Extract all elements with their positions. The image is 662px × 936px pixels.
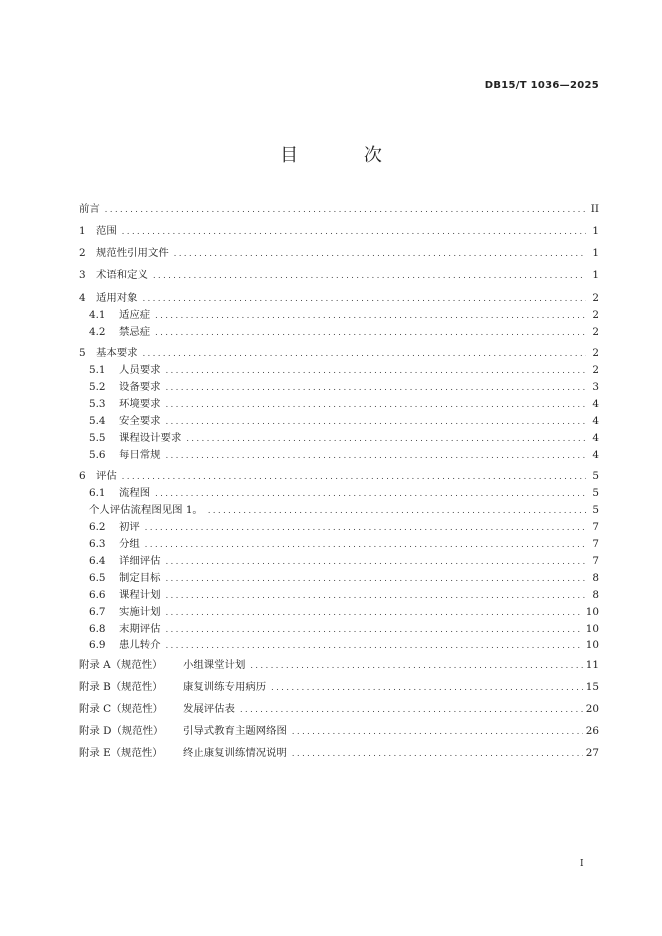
toc-entry-detailed-assessment[interactable]	[89, 552, 599, 568]
toc-entry-basic-requirements[interactable]	[79, 344, 599, 360]
dot-leader	[166, 591, 586, 600]
toc-entry-terms[interactable]	[79, 266, 599, 282]
toc-entry-page: 4	[592, 398, 599, 410]
toc-entry-label: 适应症	[119, 309, 151, 321]
appendix-tag: 附录 B（规范性）	[79, 681, 163, 693]
toc-entry-page: 4	[592, 432, 599, 444]
dot-leader	[122, 227, 586, 236]
toc-entry-page: 1	[592, 269, 599, 281]
toc-entry-page: 4	[592, 415, 599, 427]
toc-entry-number: 1	[79, 225, 86, 237]
dot-leader	[166, 383, 586, 392]
dot-leader	[292, 727, 583, 736]
toc-entry-label: 末期评估	[119, 623, 161, 635]
toc-entry-safety[interactable]	[89, 412, 599, 428]
dot-leader	[145, 523, 586, 532]
toc-entry-grouping[interactable]	[89, 535, 599, 551]
toc-entry-number: 6.4	[89, 555, 106, 567]
toc-entry-number: 5.1	[89, 364, 106, 376]
toc-entry-page: 4	[592, 449, 599, 461]
toc-entry-page: 5	[592, 470, 599, 482]
toc-entry-label: 范围	[96, 225, 117, 237]
toc-entry-number: 6.2	[89, 521, 106, 533]
dot-leader	[143, 294, 586, 303]
toc-entry-normative-references[interactable]	[79, 244, 599, 260]
toc-entry-flowchart[interactable]	[89, 484, 599, 500]
appendix-tag: 附录 E（规范性）	[79, 747, 163, 759]
toc-entry-set-goals[interactable]	[89, 569, 599, 585]
document-code: DB15/T 1036—2025	[484, 80, 599, 91]
dot-leader	[105, 205, 586, 214]
toc-entry-label: 分组	[119, 538, 140, 550]
toc-entry-page: 26	[585, 725, 599, 737]
toc-entry-label: 每日常规	[119, 449, 161, 461]
dot-leader	[250, 661, 582, 670]
toc-entry-page: II	[590, 203, 599, 215]
toc-entry-label: 评估	[96, 470, 117, 482]
toc-entry-label: 小组课堂计划	[183, 659, 246, 671]
toc-entry-number: 6.5	[89, 572, 106, 584]
toc-entry-label: 引导式教育主题网络图	[183, 725, 287, 737]
appendix-tag: 附录 C（规范性）	[79, 703, 163, 715]
toc-entry-appendix-b[interactable]	[79, 678, 599, 694]
toc-entry-number: 6.6	[89, 589, 106, 601]
toc-entry-contraindications[interactable]	[89, 323, 599, 339]
toc-entry-label: 实施计划	[119, 606, 161, 618]
appendix-tag: 附录 D（规范性）	[79, 725, 164, 737]
toc-entry-page: 7	[592, 538, 599, 550]
toc-entry-page: 5	[592, 504, 599, 516]
toc-entry-number: 3	[79, 269, 86, 281]
toc-entry-implementation[interactable]	[89, 603, 599, 619]
toc-entry-number: 6	[79, 470, 86, 482]
toc-entry-label: 康复训练专用病历	[183, 681, 267, 693]
toc-entry-page: 2	[592, 326, 599, 338]
appendix-tag: 附录 A（规范性）	[79, 659, 163, 671]
dot-leader	[155, 328, 586, 337]
toc-entry-page: 1	[592, 247, 599, 259]
toc-entry-number: 5.5	[89, 432, 106, 444]
toc-entry-number: 5.3	[89, 398, 106, 410]
toc-entry-page: 10	[585, 623, 599, 635]
toc-entry-label: 课程计划	[119, 589, 161, 601]
toc-entry-label: 发展评估表	[183, 703, 235, 715]
toc-entry-course-design[interactable]	[89, 429, 599, 445]
toc-entry-page: 8	[592, 589, 599, 601]
toc-entry-number: 4.1	[89, 309, 106, 321]
dot-leader	[166, 451, 586, 460]
toc-entry-initial-assessment[interactable]	[89, 518, 599, 534]
toc-entry-label: 流程图	[119, 487, 151, 499]
toc-entry-page: 8	[592, 572, 599, 584]
toc-entry-label: 患儿转介	[119, 639, 161, 651]
toc-entry-label: 终止康复训练情况说明	[183, 747, 287, 759]
toc-entry-page: 5	[592, 487, 599, 499]
toc-entry-page: 2	[592, 292, 599, 304]
toc-entry-page: 7	[592, 521, 599, 533]
dot-leader	[143, 349, 586, 358]
toc-entry-label: 制定目标	[119, 572, 161, 584]
toc-entry-page: 7	[592, 555, 599, 567]
toc-entry-applicable-subjects[interactable]	[79, 289, 599, 305]
toc-entry-page: 2	[592, 364, 599, 376]
dot-leader	[155, 489, 586, 498]
toc-entry-page: 10	[585, 639, 599, 651]
toc-entry-number: 6.7	[89, 606, 106, 618]
toc-entry-scope[interactable]	[79, 222, 599, 238]
toc-entry-referral[interactable]	[89, 636, 599, 652]
dot-leader	[240, 705, 583, 714]
toc-entry-page: 1	[592, 225, 599, 237]
toc-entry-label: 课程设计要求	[119, 432, 182, 444]
toc-entry-foreword[interactable]	[79, 200, 599, 216]
dot-leader	[145, 540, 586, 549]
dot-leader	[166, 366, 586, 375]
toc-entry-label: 规范性引用文件	[96, 247, 169, 259]
dot-leader	[155, 311, 586, 320]
dot-leader	[208, 506, 586, 515]
toc-entry-page: 11	[585, 659, 599, 671]
toc-entry-page: 15	[585, 681, 599, 693]
toc-entry-label: 安全要求	[119, 415, 161, 427]
toc-entry-final-assessment[interactable]	[89, 620, 599, 636]
toc-entry-label: 前言	[79, 203, 100, 215]
dot-leader	[174, 249, 586, 258]
toc-entry-page: 20	[585, 703, 599, 715]
toc-entry-page: 27	[585, 747, 599, 759]
toc-title: 目 次	[280, 145, 412, 166]
toc-entry-label: 设备要求	[119, 381, 161, 393]
toc-entry-label: 基本要求	[96, 347, 138, 359]
toc-entry-label: 适用对象	[96, 292, 138, 304]
toc-entry-assessment[interactable]	[79, 467, 599, 483]
toc-entry-number: 5.2	[89, 381, 106, 393]
toc-entry-page: 2	[592, 309, 599, 321]
dot-leader	[292, 749, 583, 758]
toc-entry-personnel[interactable]	[89, 361, 599, 377]
toc-entry-label: 人员要求	[119, 364, 161, 376]
toc-entry-appendix-d[interactable]	[79, 722, 599, 738]
dot-leader	[166, 417, 586, 426]
toc-entry-equipment[interactable]	[89, 378, 599, 394]
dot-leader	[166, 557, 586, 566]
page-number: I	[580, 859, 584, 869]
toc-entry-number: 5	[79, 347, 86, 359]
toc-entry-label: 详细评估	[119, 555, 161, 567]
toc-entry-number: 6.8	[89, 623, 106, 635]
toc-entry-number: 2	[79, 247, 86, 259]
dot-leader	[166, 625, 583, 634]
toc-entry-page: 2	[592, 347, 599, 359]
toc-entry-appendix-a[interactable]	[79, 656, 599, 672]
toc-entry-daily-routine[interactable]	[89, 446, 599, 462]
toc-entry-label: 初评	[119, 521, 140, 533]
toc-entry-number: 6.9	[89, 639, 106, 651]
toc-entry-label: 个人评估流程图见图 1。	[89, 504, 203, 516]
toc-entry-number: 5.4	[89, 415, 106, 427]
toc-entry-indications[interactable]	[89, 306, 599, 322]
dot-leader	[153, 271, 586, 280]
toc-entry-appendix-c[interactable]	[79, 700, 599, 716]
dot-leader	[166, 608, 583, 617]
toc-entry-page: 10	[585, 606, 599, 618]
toc-entry-number: 6.1	[89, 487, 106, 499]
toc-entry-number: 4.2	[89, 326, 106, 338]
toc-entry-label: 术语和定义	[96, 269, 148, 281]
dot-leader	[166, 574, 586, 583]
toc-entry-course-plan[interactable]	[89, 586, 599, 602]
toc-entry-number: 5.6	[89, 449, 106, 461]
toc-entry-individual-flowchart[interactable]	[89, 501, 599, 517]
toc-entry-environment[interactable]	[89, 395, 599, 411]
dot-leader	[186, 434, 586, 443]
toc-entry-number: 6.3	[89, 538, 106, 550]
dot-leader	[166, 641, 583, 650]
dot-leader	[271, 683, 583, 692]
dot-leader	[122, 472, 586, 481]
toc-entry-label: 禁忌症	[119, 326, 151, 338]
toc-entry-number: 4	[79, 292, 86, 304]
dot-leader	[166, 400, 586, 409]
toc-entry-page: 3	[592, 381, 599, 393]
toc-entry-appendix-e[interactable]	[79, 744, 599, 760]
toc-entry-label: 环境要求	[119, 398, 161, 410]
